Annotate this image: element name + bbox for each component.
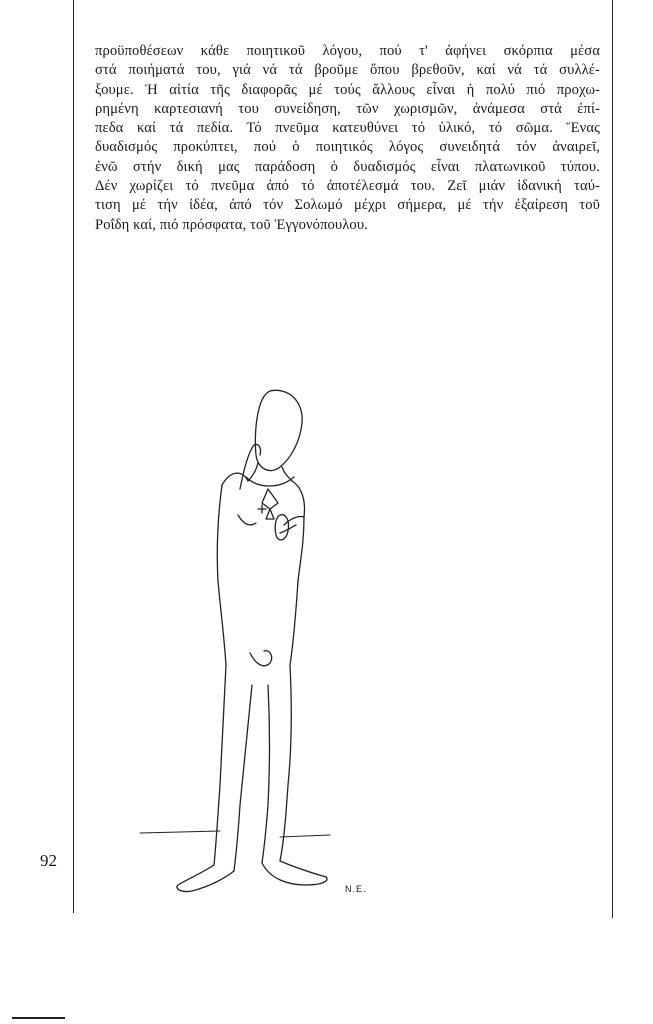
figure-chest	[238, 515, 256, 525]
figure-right-arm	[298, 517, 304, 581]
text-line-10: Ροΐδη καί, πιό πρόσφατα, τοῦ Ἐγγονόπουλου.	[95, 216, 368, 233]
figure-left-shoulder	[222, 473, 248, 485]
figure-right-shoulder	[292, 481, 305, 517]
figure-left-leg-outer	[214, 665, 226, 865]
figure-right-leg-outer	[280, 665, 291, 861]
figure-medal-pendant	[275, 515, 288, 540]
text-line-4: ρημένη καρτεσιανή του συνείδηση, τῶν χωρισμῶν, ἀνάμεσα στά ἐπί-	[95, 100, 600, 117]
figure-left-leg-inner	[234, 685, 252, 871]
text-line-9: τιση μέ τήν ἰδέα, ἀπό τόν Σολωμό μέχρι σήμερα, μέ τήν ἐξαίρεση τοῦ	[95, 197, 600, 214]
text-line-5: πεδα καί τά πεδία. Τό πνεῦμα κατευθύνει τό ὑλικό, τό σῶμα. Ἕνας	[95, 120, 600, 137]
figure-medal-cross	[258, 505, 266, 513]
figure-right-leg-inner	[262, 685, 270, 863]
figure-collar	[246, 477, 294, 486]
figure-groin	[250, 651, 272, 666]
figure-right-foot	[262, 861, 327, 885]
text-line-6: δυαδισμός προκύπτει, πού ὁ ποιητικός λόγος συνειδητά τόν ἀναιρεῖ,	[95, 139, 600, 156]
text-line-7: ἐνῶ στήν δική μας παράδοση ὁ δυαδισμός εἶναι πλατωνικοῦ τύπου.	[95, 158, 600, 175]
figure-left-foot	[177, 865, 234, 892]
left-margin-rule	[73, 0, 74, 913]
text-line-2: στά ποιήματά του, γιά νά τά βροῦμε ὅπου βρεθοῦν, καί νά τά συλλέ-	[95, 62, 600, 79]
figure-left-arm	[217, 485, 222, 581]
figure-torso-right	[290, 581, 298, 665]
figure-drawing	[130, 385, 400, 905]
figure-neck	[248, 463, 258, 481]
text-line-3: ξουμε. Ἡ αἰτία τῆς διαφορᾶς μέ τούς ἄλλους εἶναι ἡ πολύ πιό προχω-	[95, 81, 600, 98]
text-line-1: προϋποθέσεων κάθε ποιητικοῦ λόγου, πού τ' ἀφήνει σκόρπια μέσα	[95, 43, 600, 59]
figure-right-hand	[280, 516, 304, 533]
ground-line	[140, 831, 330, 837]
figure-head	[255, 390, 302, 470]
body-text	[95, 42, 615, 235]
figure-torso-left	[218, 581, 226, 665]
figure-medal	[262, 489, 278, 519]
text-line-8: Δέν χωρίζει τό πνεῦμα ἀπό τό ἀποτέλεσμά του. Ζεῖ μιάν ἰδανική ταύ-	[95, 178, 600, 195]
page-number: 92	[40, 851, 57, 870]
artist-signature: N.E.	[345, 884, 367, 894]
footer-rule	[12, 1017, 65, 1019]
